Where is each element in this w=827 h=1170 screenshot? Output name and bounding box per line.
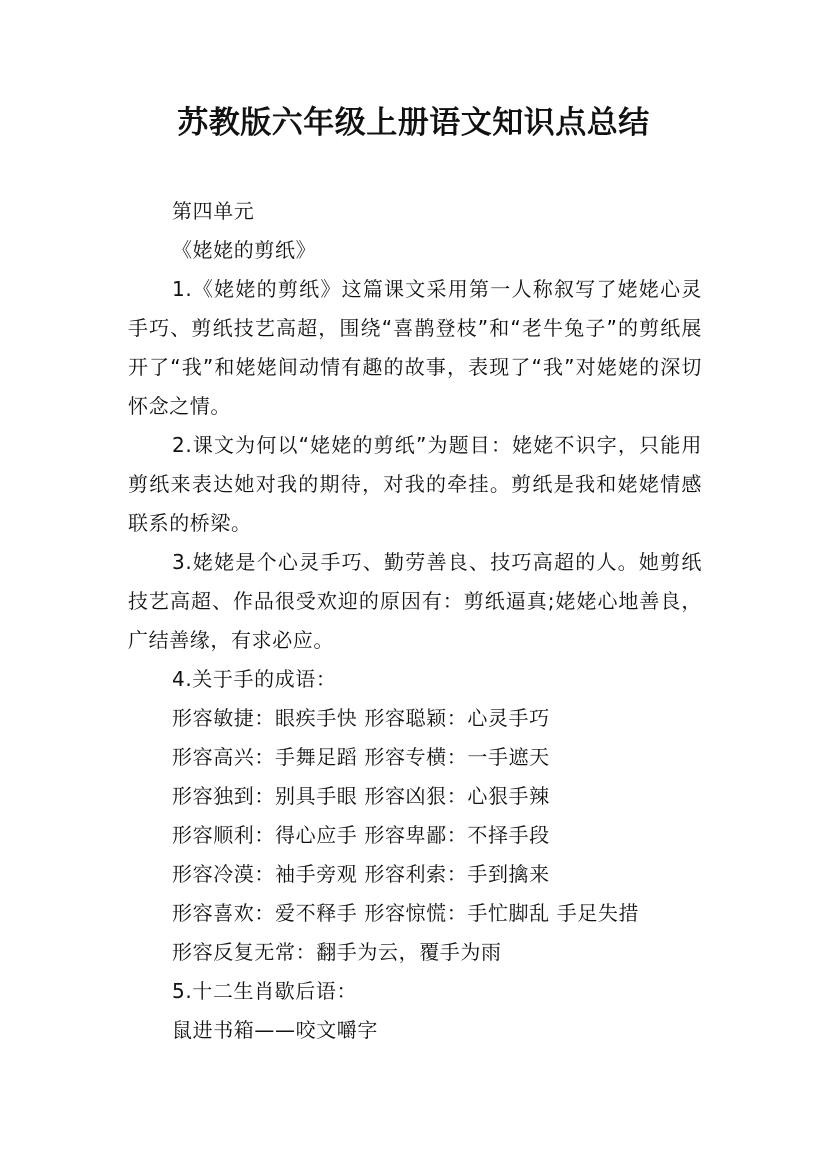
unit-heading: 第四单元 (172, 199, 255, 223)
idiom-line: 形容敏捷：眼疾手快 形容聪颖：心灵手巧 (172, 706, 550, 730)
lesson-heading: 《姥姥的剪纸》 (172, 238, 317, 262)
idiom-line: 形容顺利：得心应手 形容卑鄙：不择手段 (172, 823, 550, 847)
idiom-line: 形容反复无常：翻手为云，覆手为雨 (172, 940, 502, 964)
section-4-heading: 4.关于手的成语： (172, 667, 337, 691)
idiom-line: 形容高兴：手舞足蹈 形容专横：一手遮天 (172, 745, 550, 769)
document-title: 苏教版六年级上册语文知识点总结 (177, 105, 650, 141)
document-body (128, 192, 702, 1050)
section-5-heading: 5.十二生肖歇后语： (172, 979, 358, 1003)
idiom-line: 形容喜欢：爱不释手 形容惊慌：手忙脚乱 手足失措 (172, 901, 640, 925)
proverb-line: 鼠进书箱——咬文嚼字 (172, 1018, 378, 1042)
paragraph-1: 1.《姥姥的剪纸》这篇课文采用第一人称叙写了姥姥心灵手巧、剪纸技艺高超，围绕“喜鹊登枝”和“老牛兔子”的剪纸展开了“我”和姥姥间动情有趣的故事，表现了“我”对姥姥的深切怀念之情。 (128, 277, 702, 418)
idiom-line: 形容独到：别具手眼 形容凶狠：心狠手辣 (172, 784, 550, 808)
idiom-line: 形容冷漠：袖手旁观 形容利索：手到擒来 (172, 862, 550, 886)
paragraph-2: 2.课文为何以“姥姥的剪纸”为题目：姥姥不识字，只能用剪纸来表达她对我的期待，对我的牵挂。剪纸是我和姥姥情感联系的桥梁。 (128, 433, 702, 535)
paragraph-3: 3.姥姥是个心灵手巧、勤劳善良、技巧高超的人。她剪纸技艺高超、作品很受欢迎的原因有：剪纸逼真;姥姥心地善良，广结善缘，有求必应。 (128, 550, 702, 652)
